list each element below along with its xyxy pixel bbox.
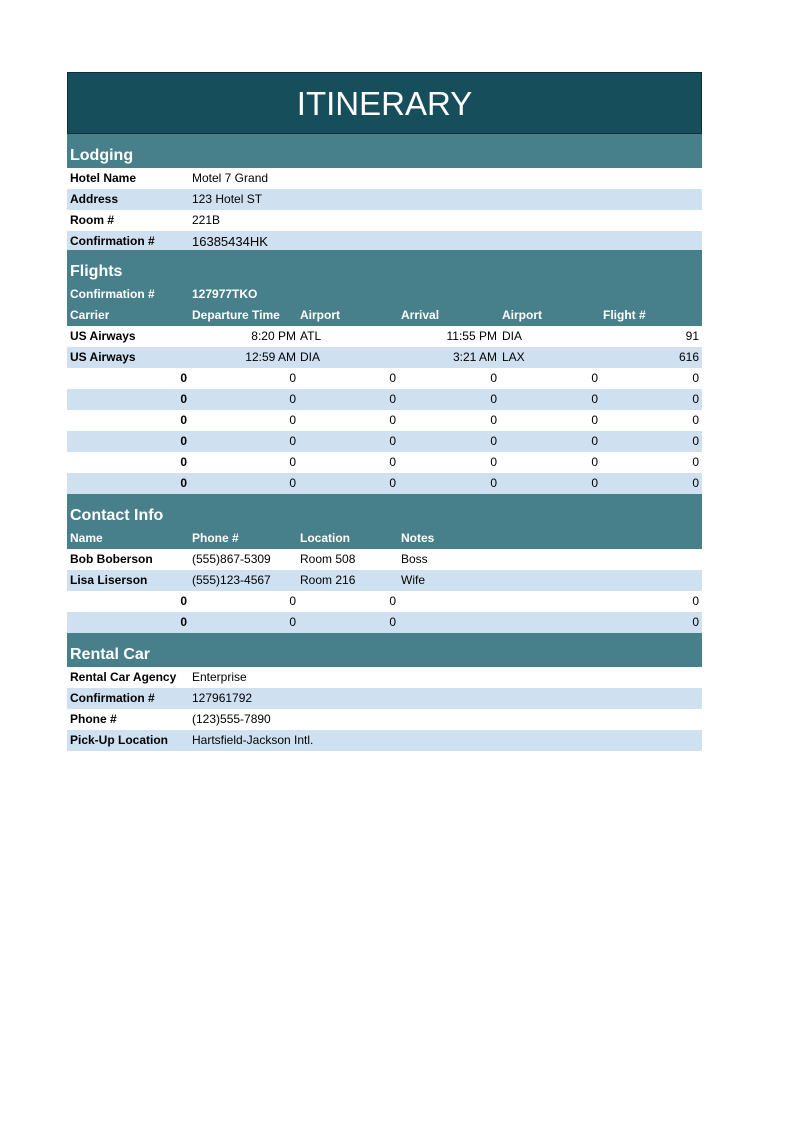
contacts-heading: Contact Info: [70, 507, 164, 524]
contact-extra: 0: [692, 615, 699, 629]
lodging-row-confirmation: [67, 231, 702, 250]
flight-arrival: 0: [490, 371, 497, 385]
flight-number: 616: [678, 350, 699, 364]
column-header: Carrier: [70, 308, 110, 322]
rental-row-agency: [67, 667, 702, 688]
flight-number: 91: [685, 329, 699, 343]
rental-value: (123)555-7890: [192, 712, 271, 726]
flight-number: 0: [692, 371, 699, 385]
lodging-row-hotel-name: [67, 168, 702, 189]
contact-name: Lisa Liserson: [70, 573, 148, 587]
flights-confirmation-value: 127977TKO: [192, 287, 258, 301]
flight-number: 0: [692, 455, 699, 469]
contact-extra: [601, 570, 699, 591]
flight-airport: 0: [591, 455, 598, 469]
contact-location: 0: [389, 594, 396, 608]
flight-row: [67, 452, 702, 473]
rental-row-confirmation: [67, 688, 702, 709]
flight-airport: 0: [389, 455, 396, 469]
rental-label: Confirmation #: [70, 691, 155, 705]
flight-row: [67, 389, 702, 410]
contact-phone: (555)123-4567: [192, 573, 271, 587]
flight-airport: 0: [389, 392, 396, 406]
flight-departure: 0: [289, 476, 296, 490]
contacts-column-headers: [67, 528, 702, 549]
page-title: ITINERARY: [67, 72, 702, 134]
lodging-label: Room #: [70, 213, 115, 227]
flight-airport: 0: [389, 434, 396, 448]
flights-column-headers: [67, 305, 702, 326]
flight-departure: 12:59 AM: [245, 350, 296, 364]
flight-departure: 0: [289, 455, 296, 469]
contact-notes: Wife: [401, 573, 425, 587]
contact-extra: [601, 549, 699, 570]
lodging-label: Confirmation #: [70, 234, 155, 248]
flight-row: [67, 347, 702, 368]
rental-label: Phone #: [70, 712, 117, 726]
column-header: Arrival: [401, 308, 440, 322]
flight-airport: DIA: [300, 350, 321, 364]
contact-phone: 0: [289, 594, 296, 608]
flight-number: 0: [692, 413, 699, 427]
flight-carrier: 0: [180, 476, 187, 490]
flight-airport: 0: [591, 434, 598, 448]
column-header: Airport: [300, 308, 340, 322]
lodging-row-room: [67, 210, 702, 231]
contact-location: Room 508: [300, 552, 356, 566]
lodging-value: 16385434HK: [192, 234, 268, 249]
rental-header: [67, 633, 702, 667]
lodging-label: Address: [70, 192, 119, 206]
flight-carrier: US Airways: [70, 350, 136, 364]
flight-arrival: 0: [490, 434, 497, 448]
flight-number: 0: [692, 392, 699, 406]
column-header: Location: [300, 531, 350, 545]
rental-value: Enterprise: [192, 670, 247, 684]
flight-arrival: 0: [490, 455, 497, 469]
rental-heading: Rental Car: [70, 646, 151, 663]
rental-label: Rental Car Agency: [70, 670, 177, 684]
flight-airport: 0: [591, 476, 598, 490]
lodging-value: Motel 7 Grand: [192, 171, 269, 185]
column-header: Name: [70, 531, 103, 545]
flight-arrival: 11:55 PM: [446, 329, 497, 343]
flight-carrier: 0: [180, 371, 187, 385]
column-header: Flight #: [603, 308, 646, 322]
contact-row: [67, 612, 702, 633]
rental-row-phone: [67, 709, 702, 730]
lodging-value: 221B: [192, 213, 221, 227]
flight-airport: 0: [389, 371, 396, 385]
flight-number: 0: [692, 434, 699, 448]
flight-airport: ATL: [300, 329, 322, 343]
flight-airport: LAX: [502, 350, 525, 364]
contact-row: [67, 570, 702, 591]
flight-departure: 0: [289, 392, 296, 406]
contact-phone: 0: [289, 615, 296, 629]
rental-value: Hartsfield-Jackson Intl.: [192, 733, 314, 747]
lodging-value: 123 Hotel ST: [192, 192, 263, 206]
contact-name: Bob Boberson: [70, 552, 153, 566]
lodging-heading: Lodging: [70, 147, 134, 164]
lodging-header: [67, 134, 702, 168]
flight-departure: 0: [289, 413, 296, 427]
column-header: Phone #: [192, 531, 239, 545]
flight-row: [67, 473, 702, 494]
contact-notes: Boss: [401, 552, 428, 566]
flight-carrier: US Airways: [70, 329, 136, 343]
flight-arrival: 0: [490, 392, 497, 406]
rental-value: 127961792: [192, 691, 253, 705]
flight-airport: 0: [389, 413, 396, 427]
contacts-header: [67, 494, 702, 528]
flight-airport: 0: [591, 413, 598, 427]
flight-airport: 0: [389, 476, 396, 490]
flight-airport: 0: [591, 371, 598, 385]
flight-airport: DIA: [502, 329, 523, 343]
flight-departure: 0: [289, 371, 296, 385]
flights-header: [67, 250, 702, 284]
flight-row: [67, 431, 702, 452]
contact-name: 0: [180, 594, 187, 608]
contact-row: [67, 549, 702, 570]
flight-carrier: 0: [180, 413, 187, 427]
flight-carrier: 0: [180, 434, 187, 448]
flight-arrival: 3:21 AM: [452, 350, 497, 364]
flight-airport: 0: [591, 392, 598, 406]
column-header: Notes: [401, 531, 435, 545]
contact-extra: 0: [692, 594, 699, 608]
flights-heading: Flights: [70, 263, 123, 280]
lodging-label: Hotel Name: [70, 171, 137, 185]
itinerary-sheet: [67, 72, 702, 751]
flight-carrier: 0: [180, 455, 187, 469]
flight-row: [67, 410, 702, 431]
column-header: Departure Time: [192, 308, 280, 322]
contact-location: Room 216: [300, 573, 356, 587]
flight-row: [67, 368, 702, 389]
flight-arrival: 0: [490, 413, 497, 427]
lodging-row-address: [67, 189, 702, 210]
flight-row: [67, 326, 702, 347]
rental-label: Pick-Up Location: [70, 733, 169, 747]
contact-location: 0: [389, 615, 396, 629]
column-header: Airport: [502, 308, 542, 322]
rental-row-pickup: [67, 730, 702, 751]
contact-row: [67, 591, 702, 612]
flights-confirmation-label: Confirmation #: [70, 287, 155, 301]
flight-arrival: 0: [490, 476, 497, 490]
contact-name: 0: [180, 615, 187, 629]
flight-number: 0: [692, 476, 699, 490]
contact-phone: (555)867-5309: [192, 552, 271, 566]
flight-departure: 8:20 PM: [251, 329, 296, 343]
flights-confirmation-row: [67, 284, 702, 305]
flight-departure: 0: [289, 434, 296, 448]
flight-carrier: 0: [180, 392, 187, 406]
